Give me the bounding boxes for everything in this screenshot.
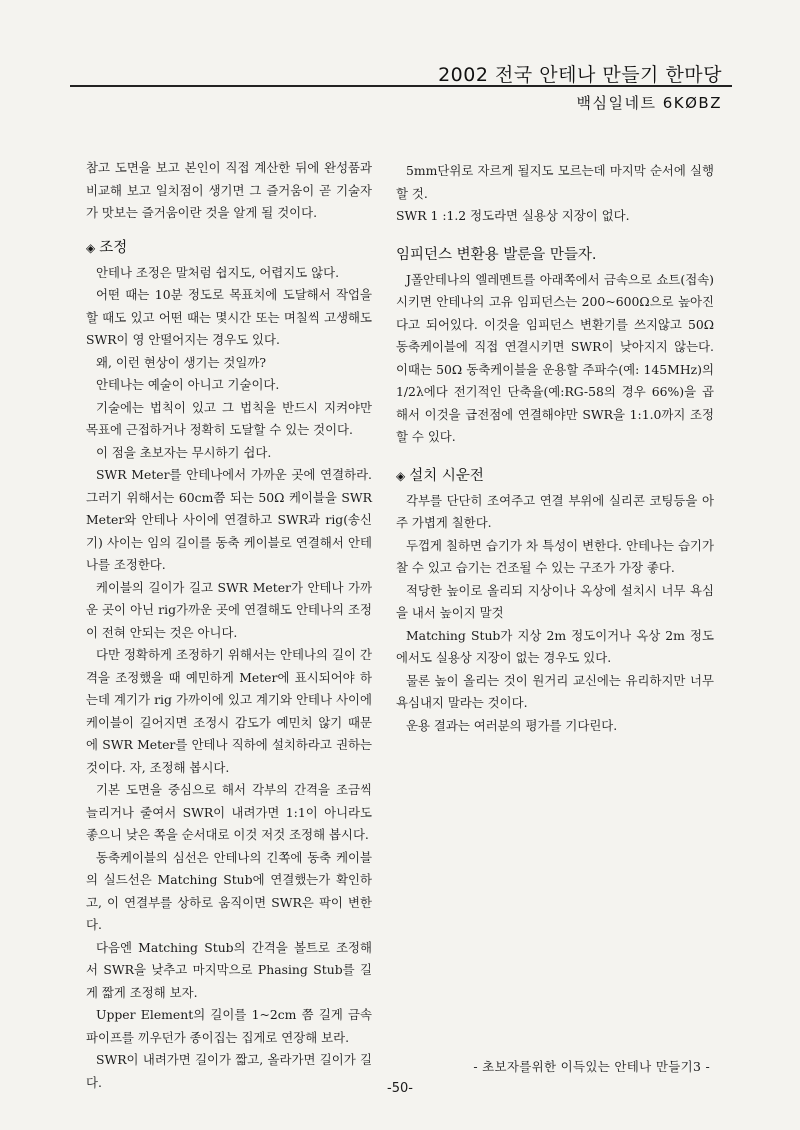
paragraph: 왜, 이런 현상이 생기는 것일까? [96,354,266,370]
section-heading [396,465,714,487]
paragraph: 이 점을 초보자는 무시하기 쉽다. [96,444,272,460]
section-heading-text: 조정 [99,239,128,256]
paragraph: 안테나는 예술이 아니고 기술이다. [96,377,280,392]
header-author: 백심일네트 6KØBZ [576,94,722,112]
paragraph: 어떤 때는 10분 정도로 목표치에 도달해서 작업을 할 때도 있고 어떤 때는 몇시간 또는 며칠씩 고생해도 SWR이 영 안떨어지는 경우도 있다. [86,287,372,347]
section-heading [396,244,714,266]
paragraph: 물론 높이 올리는 것이 원거리 교신에는 유리하지만 너무 욕심내지 말라는 것이다. [396,672,714,710]
paragraph: SWR Meter를 안테나에서 가까운 곳에 연결하라. 그러기 위해서는 60cm쯤 되는 50Ω 케이블을 SWR Meter와 안테나 사이에 연결하고 SWR과 rig(송신기) 사이는 임의 길이를 동축 케이블로 연결해서 안테나를 조정한다. [86,467,372,572]
paragraph: 안테나 조정은 말처럼 쉽지도, 어렵지도 않다. [96,264,340,280]
paragraph: 두껍게 칠하면 습기가 차 특성이 변한다. 안테나는 습기가 찰 수 있고 습기는 건조될 수 있는 구조가 가장 좋다. [396,537,714,575]
diamond-bullet-icon: ◈ [86,240,96,255]
section-heading-text: 임피던스 변환용 발룬을 만들자. [396,246,597,263]
paragraph: 각부를 단단히 조여주고 연결 부위에 실리콘 코팅등을 아주 가볍게 칠한다. [396,492,714,530]
left-column [86,157,372,1094]
paragraph: 다만 정확하게 조정하기 위해서는 안테나의 길이 간격을 조정했을 때 예민하게 Meter에 표시되어야 하는데 계기가 rig 가까이에 있고 계기와 안테나 사이에 케이블이 길어지면 조정시 감도가 예민치 않기 때문에 SWR Meter를 안테나 직하에 설치하라고 권하는 것이다. 자, 조정해 봅시다. [86,647,372,775]
paragraph: 운용 결과는 여러분의 평가를 기다린다. [406,717,618,733]
paragraph: 적당한 높이로 올리되 지상이나 옥상에 설치시 너무 욕심을 내서 높이지 말것 [396,582,714,620]
paragraph: 케이블의 길이가 길고 SWR Meter가 안테나 가까운 곳이 아닌 rig가까운 곳에 연결해도 안테나의 조정이 전혀 안되는 것은 아니다. [86,579,372,640]
paragraph: 참고 도면을 보고 본인이 직접 계산한 뒤에 완성품과 비교해 보고 일치점이 생기면 그 즐거움이 곧 기술자가 맛보는 즐거움이란 것을 알게 될 것이다. [86,160,372,220]
page-number: -50- [387,1081,413,1096]
footer-caption: - 초보자를위한 이득있는 안테나 만들기3 - [473,1059,710,1074]
paragraph: SWR 1 :1.2 정도라면 실용상 지장이 없다. [396,208,630,223]
paragraph: Matching Stub가 지상 2m 정도이거나 옥상 2m 정도에서도 실용상 지장이 없는 경우도 있다. [396,627,714,665]
header-divider [70,85,732,87]
paragraph: 기술에는 법칙이 있고 그 법칙을 반드시 지켜야만 목표에 근접하거나 정확히 도달할 수 있는 것이다. [86,399,372,437]
paragraph: SWR이 내려가면 길이가 짧고, 올라가면 길이가 길다. [86,1052,372,1090]
section-heading [86,237,372,259]
section-heading-text: 설치 시운전 [409,467,484,484]
header-title: 2002 전국 안테나 만들기 한마당 [438,64,722,86]
paragraph: Upper Element의 길이를 1~2cm 쯤 길게 금속파이프를 끼우던가 종이집는 집게로 연장해 보라. [86,1007,372,1045]
paragraph: 동축케이블의 심선은 안테나의 긴쪽에 동축 케이블의 실드선은 Matching Stub에 연결했는가 확인하고, 이 연결부를 상하로 움직이면 SWR은 팍이 변한다. [86,849,372,932]
right-column [396,160,714,737]
paragraph: J폴안테나의 엘레멘트를 아래쪽에서 금속으로 쇼트(접속) 시키면 안테나의 고유 임피던스는 200~600Ω으로 높아진다고 되어있다. 이것을 임피던스 변환기를 쓰지않고 50Ω 동축케이블에 직접 연결시키면 SWR이 낮아지지 않는다. 이때는 50Ω 동축케이블을 운용할 주파수(예: 145MHz)의 1/2λ에다 전기적인 단축율(예:RG-58의 경우 66%)을 곱해서 이것을 급전점에 연결해야만 SWR을 1:1.0까지 조정할 수 있다. [396,271,714,444]
paragraph: 다음엔 Matching Stub의 간격을 볼트로 조정해서 SWR을 낮추고 마지막으로 Phasing Stub를 길게 짧게 조정해 보자. [86,939,372,1000]
paragraph: 5mm단위로 자르게 될지도 모르는데 마지막 순서에 실행할 것. [396,163,714,201]
paragraph: 기본 도면을 중심으로 해서 각부의 간격을 조금씩 늘리거나 줄여서 SWR이 내려가면 1:1이 아니라도 좋으니 낮은 쪽을 순서대로 이것 저것 조정해 봅시다. [86,782,372,842]
diamond-bullet-icon: ◈ [396,468,406,483]
